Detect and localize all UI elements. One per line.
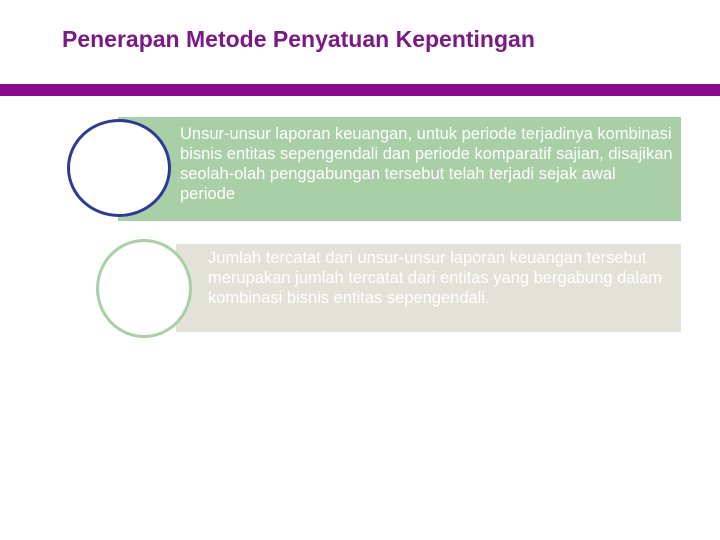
- point-box-1: [118, 117, 681, 221]
- point-box-2: [176, 244, 681, 332]
- title-divider: [0, 84, 720, 96]
- bullet-circle-2: [96, 239, 192, 338]
- bullet-circle-1: [67, 119, 171, 217]
- point-text-2: Jumlah tercatat dari unsur-unsur laporan keuangan tersebut merupakan jumlah tercatat dari entitas yang bergabung dalam kombinasi bisnis entitas sepengendali.: [208, 249, 663, 307]
- point-text-1: Unsur-unsur laporan keuangan, untuk periode terjadinya kombinasi bisnis entitas sepengendali dan periode komparatif sajian, disajikan seolah-olah penggabungan tersebut telah terjadi sejak awal periode: [180, 125, 673, 203]
- slide-title: Penerapan Metode Penyatuan Kepentingan: [62, 26, 535, 52]
